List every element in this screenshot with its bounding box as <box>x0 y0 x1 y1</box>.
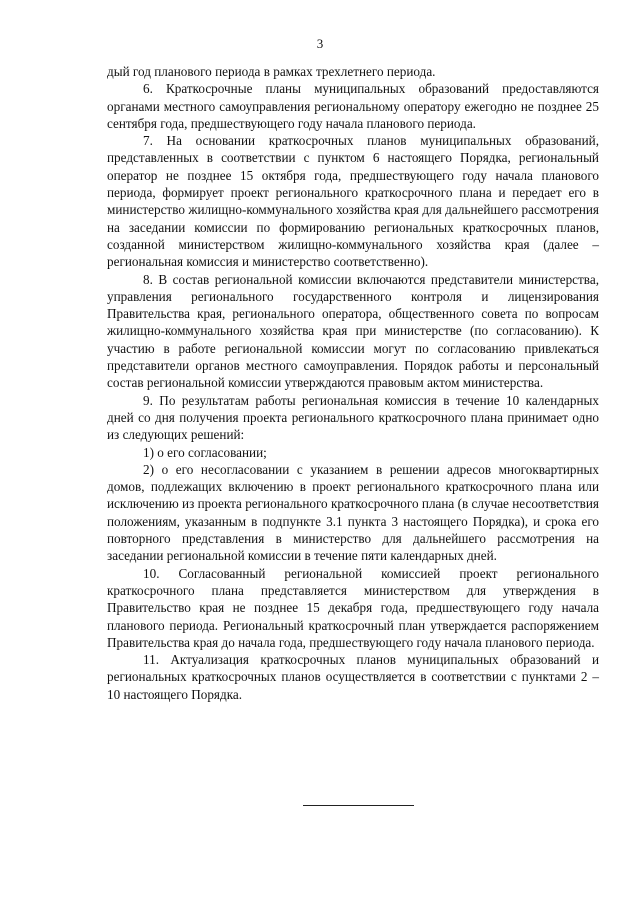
paragraph-7: 7. На основании краткосрочных планов муниципальных образований, представленных в соответствии с пунктом 6 настоящего Порядка, региональный оператор не позднее 15 октября года, предшествующего году начала планового периода, формирует проект регионального краткосрочного плана и передает его в министерство жилищно-коммунального хозяйства края для дальнейшего рассмотрения на заседании комиссии по формированию региональных краткосрочных планов, созданной министерством жилищно-коммунального хозяйства края (далее – региональная комиссия и министерство соответственно). <box>107 133 599 270</box>
paragraph-continuation: дый год планового периода в рамках трехлетнего периода. <box>107 64 436 79</box>
paragraph-9-item-1: 1) о его согласовании; <box>143 444 267 460</box>
document-body <box>107 63 599 703</box>
page-number: 3 <box>316 36 324 51</box>
paragraph-9-item-2: 2) о его несогласовании с указанием в решении адресов многоквартирных домов, подлежащих включению в проект регионального краткосрочного плана или исключению из проекта регионального краткосрочного плана (в случае несоответствия положениям, указанным в подпункте 3.1 пункта 3 настоящего Порядка), и срока его повторного представления в министерство для дальнейшего рассмотрения на заседании региональной комиссии в течение пяти календарных дней. <box>107 461 599 564</box>
end-rule <box>303 805 414 806</box>
paragraph-8: 8. В состав региональной комиссии включаются представители министерства, управления регионального государственного контроля и лицензирования Правительства края, регионального оператора, общественного совета по вопросам жилищно-коммунального хозяйства края при министерстве (по согласованию). К участию в работе региональной комиссии могут по согласованию привлекаться представители органов местного самоуправления. Порядок работы и персональный состав региональной комиссии утверждаются правовым актом министерства. <box>107 271 599 391</box>
paragraph-11: 11. Актуализация краткосрочных планов муниципальных образований и региональных краткосрочных планов осуществляется в соответствии с пунктами 2 – 10 настоящего Порядка. <box>107 652 599 702</box>
paragraph-6: 6. Краткосрочные планы муниципальных образований предоставляются органами местного самоуправления региональному оператору ежегодно не позднее 25 сентября года, предшествующего году начала планового периода. <box>107 81 599 131</box>
paragraph-9: 9. По результатам работы региональная комиссия в течение 10 календарных дней со дня получения проекта регионального краткосрочного плана принимает одно из следующих решений: <box>107 392 599 443</box>
paragraph-10: 10. Согласованный региональной комиссией проект регионального краткосрочного плана представляется министерством для утверждения в Правительство края не позднее 15 декабря года, предшествующего году начала планового периода. Региональный краткосрочный план утверждается распоряжением Правительства края до начала года, предшествующего году начала планового периода. <box>107 565 599 650</box>
